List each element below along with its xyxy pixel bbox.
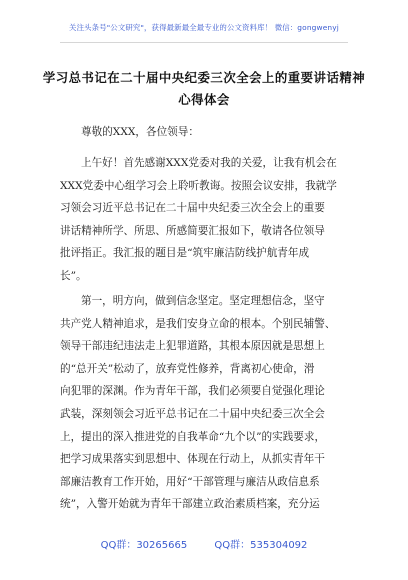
paragraph-1 <box>60 152 360 288</box>
paragraph-line: 上午好！首先感谢XXX党委对我的关爱，让我有机会在 <box>81 157 337 169</box>
footer-qq-group-2[interactable]: QQ群：535304092 <box>214 540 308 551</box>
paragraph-line: 习领会习近平总书记在二十届中央纪委三次全会上的重要 <box>60 202 325 215</box>
paragraph-line: 的“总开关”松动了，放弃党性修养，背离初心使命，滑 <box>60 362 315 375</box>
footer <box>0 536 408 551</box>
paragraph-line: 武装，深刻领会习近平总书记在二十届中央纪委三次全会 <box>60 407 325 420</box>
paragraph-line: 长”。 <box>60 269 87 282</box>
paragraph-line: 部廉洁教育工作开始，用好“干部管理与廉洁从政信息系 <box>60 475 320 488</box>
salutation <box>60 121 360 144</box>
paragraph-line: 批评指正。我汇报的题目是“筑牢廉洁防线护航青年成 <box>60 247 310 260</box>
paragraph-line: 上，提出的深入推进党的自我革命“九个以”的实践要求， <box>60 430 326 443</box>
header-banner[interactable]: 关注头条号"公文研究"，获得最新最全最专业的公文资料库！ 微信：gongwenyj <box>69 23 339 32</box>
header-divider <box>60 42 348 43</box>
paragraph-line: 共产党人精神追求，是我们安身立命的根本。个别民辅警、 <box>60 317 336 330</box>
paragraph-line: 把学习成果落实到思想中、体现在行动上，从抓实青年干 <box>60 453 325 466</box>
paragraph-line: 领导干部违纪违法走上犯罪道路，其根本原因就是思想上 <box>60 340 325 353</box>
paragraph-line: 统”，入警开始就为青年干部建立政治素质档案，充分运 <box>60 498 320 511</box>
paragraph-2 <box>60 290 360 516</box>
paragraph-line: 向犯罪的深渊。作为青年干部，我们必须要自觉强化理论 <box>60 385 325 398</box>
title-line: 心得体会 <box>178 92 230 107</box>
paragraph-line: 讲话精神所学、所思、所感简要汇报如下，敬请各位领导 <box>60 224 325 237</box>
paragraph-line: XXX党委中心组学习会上聆听教诲。按照会议安排，我就学 <box>60 179 337 192</box>
salutation-text: 尊敬的XXX，各位领导： <box>81 126 199 138</box>
footer-qq-group-1[interactable]: QQ群：30265665 <box>100 540 188 551</box>
paragraph-line: 第一，明方向，做到信念坚定。坚定理想信念，坚守 <box>81 295 325 307</box>
document-title <box>40 67 368 111</box>
title-line: 学习总书记在二十届中央纪委三次全会上的重要讲话精神 <box>42 70 366 85</box>
